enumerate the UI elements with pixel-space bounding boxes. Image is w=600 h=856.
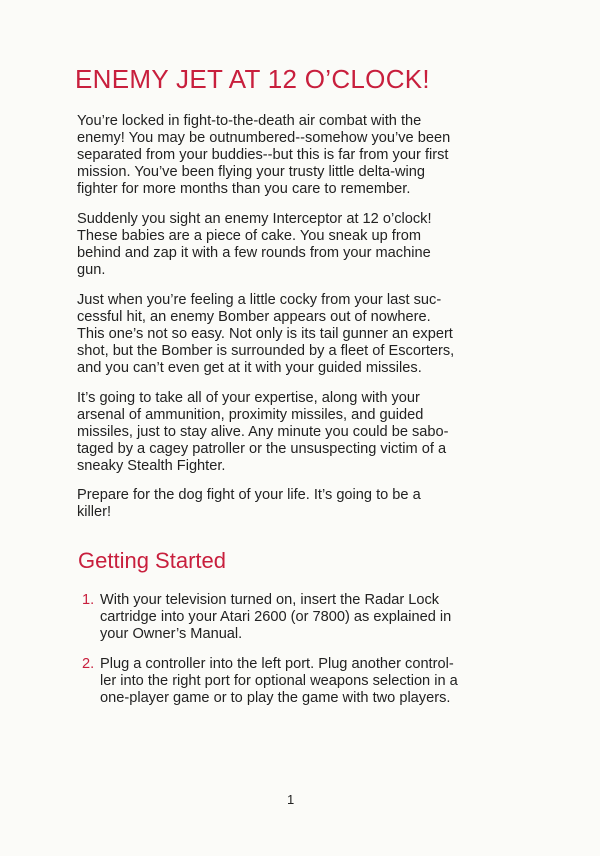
text-line: behind and zap it with a few rounds from your machine — [77, 245, 431, 262]
bomber-paragraph — [77, 292, 517, 377]
text-line: This one’s not so easy. Not only is its tail gunner an expert — [77, 326, 453, 343]
text-line: Suddenly you sight an enemy Interceptor at 12 o’clock! — [77, 211, 432, 227]
text-line: These babies are a piece of cake. You sneak up from — [77, 228, 421, 245]
text-line: cessful hit, an enemy Bomber appears out of nowhere. — [77, 309, 431, 326]
text-line: one-player game or to play the game with two players. — [100, 690, 451, 707]
page-number: 1 — [287, 792, 295, 807]
expertise-paragraph — [77, 390, 517, 475]
text-line: gun. — [77, 262, 106, 279]
text-line: shot, but the Bomber is surrounded by a fleet of Escorters, — [77, 343, 455, 360]
intro-paragraph — [77, 113, 517, 198]
text-line: cartridge into your Atari 2600 (or 7800) as explained in — [100, 609, 452, 626]
text-line: your Owner’s Manual. — [100, 626, 243, 643]
step-text — [100, 656, 458, 707]
text-line: and you can’t even get at it with your guided missiles. — [77, 360, 422, 377]
step-text — [100, 592, 451, 643]
text-line: Prepare for the dog fight of your life. It’s going to be a — [77, 487, 421, 503]
text-line: You’re locked in fight-to-the-death air combat with the — [77, 113, 422, 129]
text-line: taged by a cagey patroller or the unsuspecting victim of a — [77, 441, 447, 458]
text-line: fighter for more months than you care to remember. — [77, 181, 411, 198]
section-title-getting-started: Getting Started — [78, 548, 226, 573]
step-number: 2. — [82, 656, 95, 672]
text-line: mission. You’ve been flying your trusty little delta-wing — [77, 164, 425, 181]
text-line: With your television turned on, insert the Radar Lock — [100, 592, 440, 608]
page-title: ENEMY JET AT 12 O’CLOCK! — [75, 64, 430, 94]
text-line: Plug a controller into the left port. Plug another control- — [100, 656, 454, 672]
text-line: enemy! You may be outnumbered--somehow you’ve been — [77, 130, 451, 147]
text-line: missiles, just to stay alive. Any minute you could be sabo- — [77, 424, 449, 441]
text-line: arsenal of ammunition, proximity missiles, and guided — [77, 407, 424, 424]
text-line: sneaky Stealth Fighter. — [77, 458, 226, 475]
text-line: separated from your buddies--but this is far from your first — [77, 147, 449, 164]
step-number: 1. — [82, 592, 95, 608]
closing-paragraph — [77, 487, 517, 521]
text-line: Just when you’re feeling a little cocky from your last suc- — [77, 292, 442, 308]
text-line: killer! — [77, 504, 112, 521]
interceptor-paragraph — [77, 211, 517, 279]
text-line: ler into the right port for optional weapons selection in a — [100, 673, 458, 690]
text-line: It’s going to take all of your expertise, along with your — [77, 390, 420, 406]
